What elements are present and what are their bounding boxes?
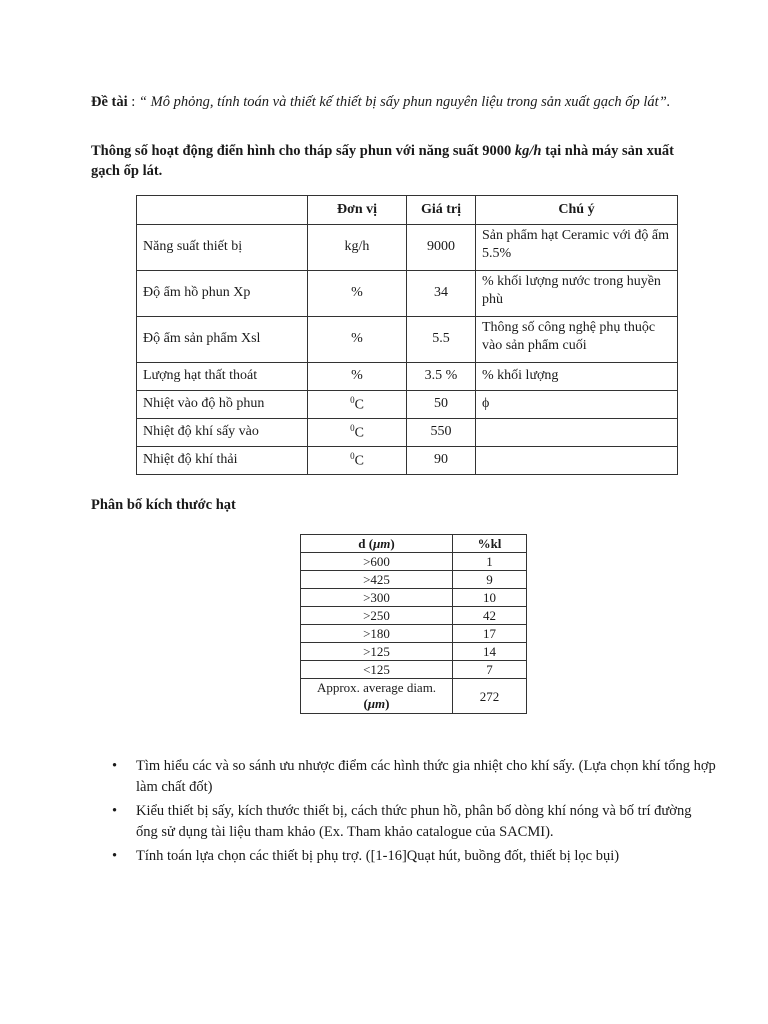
table-header-row xyxy=(301,535,527,553)
param-value: 34 xyxy=(407,271,476,317)
param-name: Nhiệt độ khí sấy vào xyxy=(137,419,308,447)
size-class: >250 xyxy=(301,607,453,625)
table-row xyxy=(137,391,678,419)
params-heading xyxy=(91,142,691,181)
diameter-prefix: d ( xyxy=(358,536,374,551)
topic-label: Đề tài xyxy=(91,94,128,110)
bullet-icon: • xyxy=(112,848,118,864)
param-value: 9000 xyxy=(407,225,476,271)
param-name: Độ ẩm hồ phun Xp xyxy=(137,271,308,317)
param-unit: kg/h xyxy=(308,225,407,271)
task-text: Tìm hiểu các và so sánh ưu nhược điểm các hình thức gia nhiệt cho khí sấy. (Lựa chọn khí tổng hợp làm chất đốt) xyxy=(136,758,716,795)
table-row xyxy=(137,271,678,317)
average-diameter-value: 272 xyxy=(453,679,527,714)
params-heading-unit: kg/h xyxy=(514,143,542,159)
table-row xyxy=(137,447,678,475)
topic-title: “ Mô phỏng, tính toán và thiết kế thiết bị sấy phun nguyên liệu trong sản xuất gạch ốp lát”. xyxy=(138,94,671,110)
params-heading-before: Thông số hoạt động điển hình cho tháp sấy phun với năng suất 9000 xyxy=(91,143,515,159)
param-name: Độ ẩm sản phẩm Xsl xyxy=(137,317,308,363)
header-cell-diameter xyxy=(301,535,453,553)
list-item xyxy=(112,756,716,798)
size-class: >125 xyxy=(301,643,453,661)
size-class: >600 xyxy=(301,553,453,571)
list-item xyxy=(112,846,716,867)
task-list xyxy=(109,756,716,870)
average-unit-suffix: ) xyxy=(385,696,390,711)
param-value: 5.5 xyxy=(407,317,476,363)
header-cell-mass-percent: %kl xyxy=(453,535,527,553)
param-note: Sản phẩm hạt Ceramic với độ ẩm 5.5% xyxy=(476,225,678,271)
topic-separator: : xyxy=(127,94,139,110)
diameter-unit: μm xyxy=(373,536,391,551)
param-note xyxy=(476,447,678,475)
param-unit: % xyxy=(308,271,407,317)
unit-celsius: C xyxy=(354,453,364,469)
param-name: Nhiệt độ khí thải xyxy=(137,447,308,475)
psd-heading: Phân bố kích thước hạt xyxy=(91,497,236,513)
header-cell-value: Giá trị xyxy=(407,196,476,225)
table-row xyxy=(137,317,678,363)
average-label-text: Approx. average diam. xyxy=(316,680,437,695)
header-cell-parameter xyxy=(137,196,308,225)
param-value: 550 xyxy=(407,419,476,447)
table-header-row xyxy=(137,196,678,225)
table-row xyxy=(301,625,527,643)
mass-percent: 9 xyxy=(453,571,527,589)
param-value: 50 xyxy=(407,391,476,419)
size-class: >300 xyxy=(301,589,453,607)
topic-line xyxy=(91,93,691,113)
diameter-suffix: ) xyxy=(390,536,395,551)
table-row xyxy=(301,643,527,661)
bullet-icon: • xyxy=(112,803,118,819)
param-name: Nhiệt vào độ hồ phun xyxy=(137,391,308,419)
average-diameter-label xyxy=(301,679,453,714)
param-unit xyxy=(308,419,407,447)
mass-percent: 7 xyxy=(453,661,527,679)
task-text: Tính toán lựa chọn các thiết bị phụ trợ. ([1-16]Quạt hút, buồng đốt, thiết bị lọc bụi) xyxy=(136,848,620,864)
param-note: % khối lượng nước trong huyền phù xyxy=(476,271,678,317)
table-row xyxy=(137,419,678,447)
table-row xyxy=(301,661,527,679)
average-unit-prefix: ( xyxy=(363,696,368,711)
mass-percent: 17 xyxy=(453,625,527,643)
param-note xyxy=(476,419,678,447)
degree-sup: 0 xyxy=(350,450,355,461)
mass-percent: 14 xyxy=(453,643,527,661)
list-item xyxy=(112,801,716,843)
header-cell-note: Chú ý xyxy=(476,196,678,225)
average-unit: μm xyxy=(367,696,386,711)
table-row xyxy=(301,607,527,625)
param-value: 3.5 % xyxy=(407,363,476,391)
table-row-average xyxy=(301,679,527,714)
task-text: Kiểu thiết bị sấy, kích thước thiết bị, cách thức phun hồ, phân bố dòng khí nóng và bố trí đường ống sử dụng tài liệu tham khảo (Ex. Tham khảo catalogue của SACMI). xyxy=(136,803,692,840)
param-note: Thông số công nghệ phụ thuộc vào sản phẩm cuối xyxy=(476,317,678,363)
table-row xyxy=(137,363,678,391)
mass-percent: 1 xyxy=(453,553,527,571)
mass-percent: 10 xyxy=(453,589,527,607)
table-row xyxy=(301,553,527,571)
param-name: Năng suất thiết bị xyxy=(137,225,308,271)
param-unit xyxy=(308,447,407,475)
params-heading-after: tại nhà máy sản xuất gạch ốp lát. xyxy=(91,143,674,179)
table-row xyxy=(301,571,527,589)
param-note: ϕ xyxy=(476,391,678,419)
degree-sup: 0 xyxy=(350,394,355,405)
table-row xyxy=(301,589,527,607)
degree-sup: 0 xyxy=(350,422,355,433)
header-cell-unit: Đơn vị xyxy=(308,196,407,225)
operating-params-table xyxy=(136,195,678,475)
unit-celsius: C xyxy=(354,425,364,441)
param-note: % khối lượng xyxy=(476,363,678,391)
param-value: 90 xyxy=(407,447,476,475)
param-unit: % xyxy=(308,317,407,363)
unit-celsius: C xyxy=(354,397,364,413)
table-row xyxy=(137,225,678,271)
size-class: >425 xyxy=(301,571,453,589)
particle-size-table xyxy=(300,534,527,714)
param-name: Lượng hạt thất thoát xyxy=(137,363,308,391)
size-class: >180 xyxy=(301,625,453,643)
param-unit: % xyxy=(308,363,407,391)
size-class: <125 xyxy=(301,661,453,679)
bullet-icon: • xyxy=(112,758,118,774)
mass-percent: 42 xyxy=(453,607,527,625)
param-unit xyxy=(308,391,407,419)
